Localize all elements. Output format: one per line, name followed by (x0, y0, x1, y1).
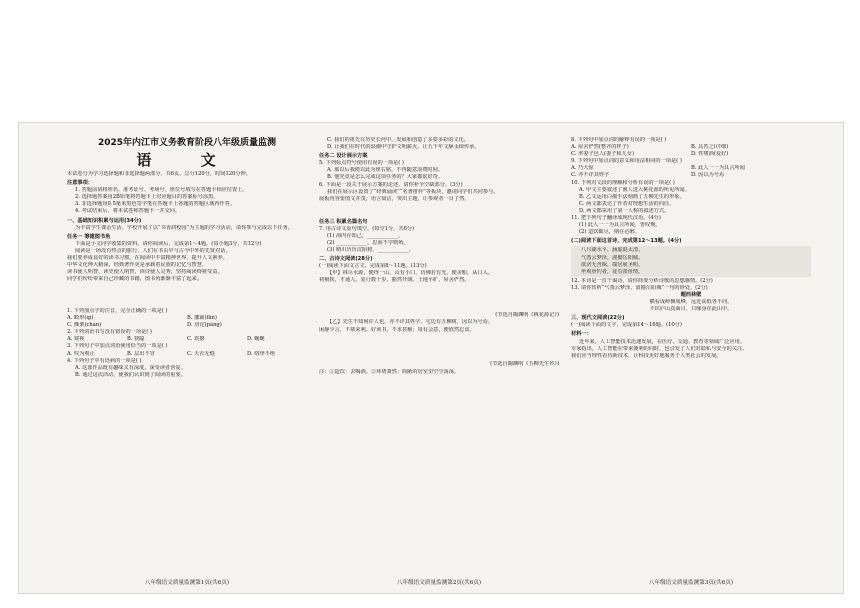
poem-title: 题西林壁 (680, 291, 702, 298)
passage-line: 专家指出，人工智能在带来便利的同时，也引发了人们对隐私与安全的关注。 (571, 345, 748, 352)
note-2: 2. 选择题答案用2B铅笔将答题卡上对应题目的答案标号涂黑。 (75, 194, 219, 201)
passage-line: 【乙】先生不知何许人也，亦不详其姓字。宅边有五柳树，因以为号焉。 (327, 319, 494, 326)
option-c: C. 率妻子邑人(妻子和儿女) (571, 151, 635, 158)
option-c: C. 两文都表达了作者对理想生活的向往。 (579, 200, 675, 207)
question-3-options (67, 351, 307, 358)
question-8: 8. 下列句中加点词的解释有误的一项是( ) (571, 137, 667, 143)
option-b: B. 具答之(详细) (691, 144, 729, 151)
poem-line: 坐观垂钓者，徒有羡鱼情。 (581, 268, 644, 275)
exam-title: 2025年内江市义务教育阶段八年级质量监测 (97, 138, 277, 148)
fill-blank: (1) 海内存知己，____________。 (327, 232, 404, 239)
subsection-3-heading: (一)阅读下面的文字，完成第14～16题。(10分) (571, 322, 682, 329)
option-b: B. 乙文运用白描手法刻画了五柳先生的形象。 (579, 193, 685, 200)
material-passage (571, 339, 811, 381)
intro-text: 本试卷分为学习选择题和非选择题两部分，共6页，总分120分，时间120分钟。 (67, 171, 251, 177)
option-b: B. 狭隘 (127, 336, 145, 343)
option-d: D. 蜿蜒 (247, 336, 265, 343)
poem-box (571, 246, 811, 276)
translate-item: (1) 此人一一为具言所闻，皆叹惋。 (579, 222, 661, 229)
question-8-options (571, 144, 811, 151)
paragraph-line: 读书使人明智，读史使人明智，读诗使人灵秀，坚持阅读终将受益。 (67, 269, 223, 276)
poem-line: 八月湖水平，涵虚混太清。 (581, 247, 644, 254)
option-d: D. 因以为号焉 (691, 172, 725, 179)
option-a: A. 这部作品既有趣味又有深度，深受读者喜爱。 (75, 364, 186, 371)
classical-passage-a (319, 270, 559, 312)
option-d: D. 络绎不绝 (247, 350, 276, 357)
question-13: 13. 请你赏析“气蒸云梦泽，波撼岳阳城”一句的妙处。(2分) (571, 284, 708, 291)
question-1-options (67, 315, 307, 322)
translate-item: (2) 造饮辄尽，期在必醉。 (579, 229, 640, 236)
option-a: A. 叹为观止 (67, 350, 95, 357)
paragraph-line: 我们要养成良好的读书习惯，在阅读中丰富精神世界，提升人文素养。 (67, 255, 228, 262)
page-3-footer: 八年级语文质量监测第3页(共6页) (648, 579, 734, 586)
question-7: 7. 用古诗文原句填空。(每空1分，共6分) (319, 225, 415, 232)
question-9-options (571, 172, 811, 179)
task-1-text: 下面是小文同学收集的资料，请你阅读后，完成第1～4题。(每小题3分，共12分) (75, 240, 262, 247)
classical-passage-b (319, 319, 559, 361)
passage-line: 初极狭，才通人。复行数十步，豁然开朗。土地平旷，屋舍俨然。 (319, 277, 470, 284)
option-c: C. 亦不详其姓字 (571, 172, 610, 179)
section-3-heading: 三、现代文阅读(22分) (571, 315, 625, 322)
poem-line: 气蒸云梦泽，波撼岳阳城。 (581, 254, 644, 261)
question-5: 5. 下列标点符号使用有误的一项是( ) (319, 160, 404, 167)
task-1-heading: 任务一 筹建图书角 (67, 233, 111, 240)
option-b: B. 藩篱(fān) (187, 315, 217, 322)
option-a: A. 甲文主要叙述了渔人进入桃花源的所见所闻。 (579, 186, 690, 193)
option-b: B. 通过这次活动，使我们认识到了阅读的重要。 (75, 371, 186, 378)
exam-subject: 语 文 (136, 151, 238, 169)
source-citation: (节选自陶渊明《五柳先生传》) (490, 361, 559, 368)
poem-line: 欲济无舟楫，端居耻圣明。 (581, 261, 644, 268)
question-9: 9. 下列句中加点词的意义和用法相同的一项是( ) (571, 158, 682, 165)
option-a: A. 窥视 (67, 336, 85, 343)
question-6: 6. 下面是一段关于展示方案的论述，请你补全空缺部分。(3分) (319, 181, 463, 188)
question-8-options (571, 151, 811, 158)
passage-line: 闲静少言，不慕荣利。好读书，不求甚解；每有会意，便欣然忘食。 (319, 326, 475, 333)
poem-line: 不识庐山真面目，只缘身在此山中。 (649, 306, 733, 313)
paragraph-line: 阅读是一场没有终点的旅行，人们在书页中与古今中外的先贤对话。 (75, 247, 231, 254)
option-a: A. 乃大惊 (571, 165, 594, 172)
question-4: 4. 下列句子中有语病的一项是( ) (67, 357, 142, 364)
section-1-heading: 一、基础知识积累与运用(34分) (67, 217, 142, 224)
reading-paragraph (67, 248, 307, 308)
paragraph-line: 中华文化博大精深，经典著作更是承载着民族的记忆与智慧。 (67, 262, 208, 269)
task-2-heading: 任务二 设计展示方案 (319, 153, 368, 160)
material-label: 材料一： (571, 331, 592, 338)
section-1-intro: 为丰富学生课余生活，学校开展了以“书香润校园”为主题的学习活动，请你参与完成以下任务。 (75, 224, 293, 231)
paragraph-line: 我们在展示区设置了“经典诵读”“名著推荐”等板块，邀请同学们共同参与。 (327, 188, 499, 195)
page-2-footer: 八年级语文质量监测第2页(共6页) (396, 579, 482, 586)
question-12: 12. 本诗是一首干谒诗，请你简要分析诗歌的思想感情。(2分) (571, 277, 713, 284)
option-d: D. 性嗜酒(爱好) (691, 151, 729, 158)
page-1-footer: 八年级语文质量监测第1页(共6页) (144, 579, 230, 586)
question-10: 10. 下列对文段的理解和分析有误的一项是( ) (571, 179, 675, 186)
question-11: 11. 把下列句子翻译成现代汉语。(4分) (571, 215, 661, 222)
passage-line: 近年来，人工智能技术迅速发展，在医疗、交通、教育等领域广泛应用。 (579, 338, 746, 345)
poem-line: 横看成岭侧成峰，远近高低各不同。 (649, 299, 733, 306)
fill-blank: (3) 晴川历历汉阳树，____________。 (327, 247, 414, 254)
passage-line: 我们应当理性看待新技术，让科技更好地服务于人类社会的发展。 (571, 352, 722, 359)
subsection-2-heading: (二)阅读下面这首诗，完成第12～13题。(4分) (571, 238, 682, 245)
option-d: D. 让我们在时代的浪潮中守护文明薪火，让五千年文脉永续传承。 (327, 144, 480, 151)
option-c: C. 天衣无缝 (187, 350, 215, 357)
option-a: A. 畸形(qí) (67, 315, 94, 322)
option-a: A. 那以后我便以此为座右铭，不再随意浪费时间。 (327, 167, 443, 174)
option-c: C. 震撼 (187, 336, 205, 343)
question-1: 1. 下列加点字的注音，完全正确的一项是( ) (67, 307, 168, 314)
option-c: C. 颤栗(chàn) (67, 322, 102, 329)
page-3 (571, 137, 811, 587)
note-3: 3. 非选择题用0.5毫米黑色签字笔在答题卡上各题的答题区域内作答。 (75, 201, 236, 208)
option-b: B. 他究竟是怎么完成这项任务的？大家都很好奇。 (327, 174, 444, 181)
paragraph-line: 展板内容要图文并茂，语言简洁，突出主题，让参观者一目了然。 (319, 195, 470, 202)
note-4: 4. 考试结束后，将本试卷和答题卡一并交回。 (75, 208, 181, 215)
fill-blank: (2) ____________，思而不学则殆。 (327, 239, 409, 246)
paragraph-line: 同学们纷纷带来自己珍藏的书籍，图书角渐渐丰富了起来。 (67, 276, 202, 283)
source-citation: (节选自陶渊明《桃花源记》) (495, 312, 559, 319)
option-b: B. 层出不穷 (127, 350, 155, 357)
section-2-heading: 二、古诗文阅读(28分) (319, 256, 373, 263)
question-6-body (319, 189, 559, 217)
option-a: A. 屋舍俨然(整齐的样子) (571, 144, 629, 151)
question-2: 2. 下列词语书写没有错误的一项是( ) (67, 329, 152, 336)
question-3: 3. 下列句子中加点词语使用恰当的一项是( ) (67, 343, 168, 350)
option-d: D. 滂沱(páng) (187, 322, 222, 329)
annotation-note: 注：①造饮：去喝酒。②环堵萧然：简陋的居室里空空荡荡。 (319, 368, 460, 375)
question-9-options (571, 165, 811, 172)
note-1: 1. 答题前请将姓名、准考证号、考场号、座位号填写在答题卡相应位置上。 (75, 187, 248, 194)
option-d: D. 两文都采用了第一人称的叙述方式。 (579, 207, 670, 214)
option-b: B. 此人一一为具言所闻 (691, 165, 745, 172)
page-1 (67, 137, 307, 587)
task-3-heading: 任务三 积累名篇名句 (319, 218, 368, 225)
exam-sheet (18, 122, 844, 594)
page-2 (319, 137, 559, 587)
subsection-1-heading: (一)阅读下面文言文，完成第8～11题。(13分) (319, 263, 427, 270)
question-2-options (67, 336, 307, 343)
question-1-options (67, 322, 307, 329)
notes-heading: 注意事项： (67, 180, 93, 187)
passage-line: 【甲】林尽水源，便得一山，山有小口，仿佛若有光。便舍船，从口入。 (327, 270, 494, 277)
option-c: C. 我们的祖先在历史长河中，发展和创造了多姿多彩的文化。 (327, 137, 469, 143)
